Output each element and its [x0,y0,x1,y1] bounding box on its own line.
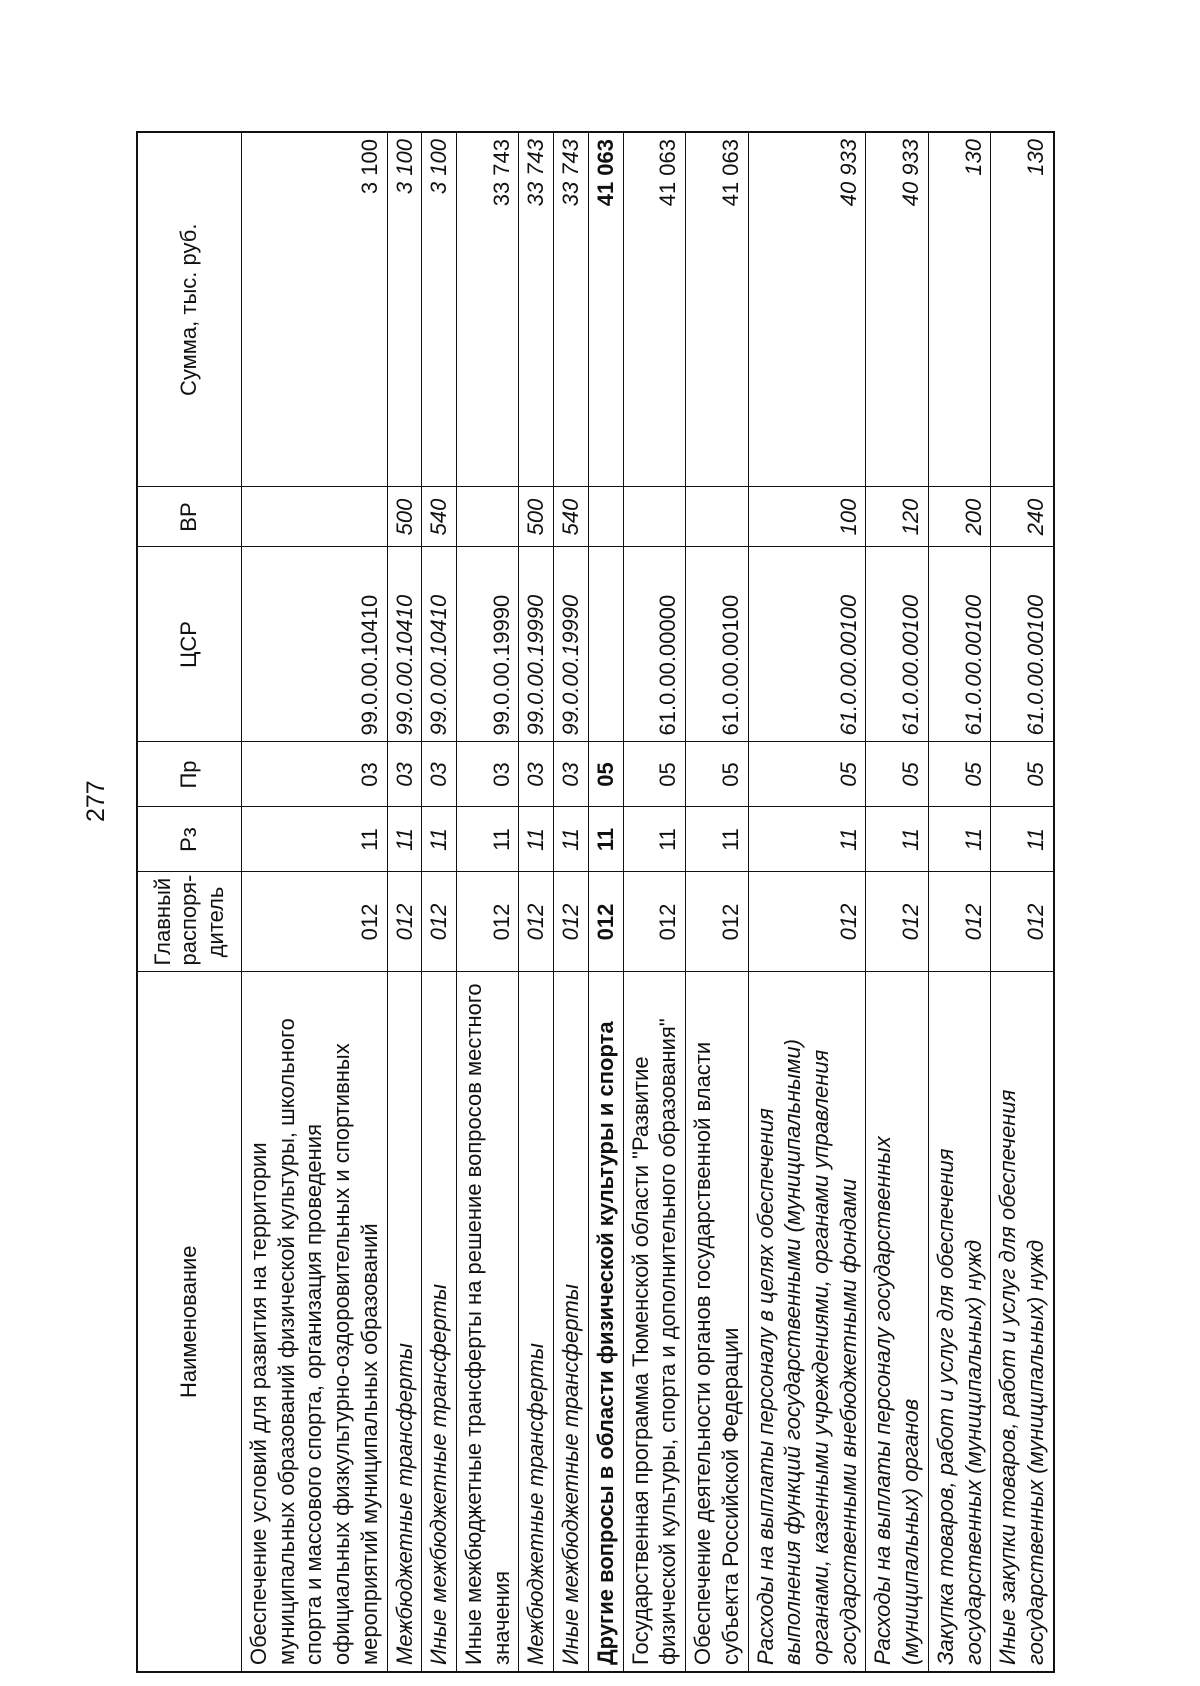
cell-rz: 11 [519,807,554,872]
cell-sum: 33 743 [519,132,554,487]
cell-pr: 05 [928,742,990,807]
table-row [866,132,928,1672]
cell-pr: 05 [991,742,1054,807]
cell-name: Межбюджетные трансферты [519,972,554,1672]
cell-rz: 11 [242,807,388,872]
table-header-row [137,132,242,1672]
budget-table [136,131,1055,1673]
cell-rz: 11 [866,807,928,872]
cell-vr: 500 [387,487,422,547]
cell-vr: 120 [866,487,928,547]
cell-name: Иные закупки товаров, работ и услуг для обеспечения государственных (муниципальных) нужд [991,972,1054,1672]
cell-pr: 05 [866,742,928,807]
header-csr: ЦСР [137,547,242,742]
cell-sum: 33 743 [554,132,589,487]
cell-gr: 012 [686,872,748,972]
cell-gr: 012 [623,872,685,972]
cell-name: Иные межбюджетные трансферты на решение вопросов местного значения [457,972,519,1672]
cell-sum: 41 063 [588,132,623,487]
cell-sum: 33 743 [457,132,519,487]
cell-vr: 500 [519,487,554,547]
page-number: 277 [82,780,110,822]
cell-rz: 11 [387,807,422,872]
cell-vr: 540 [422,487,457,547]
cell-rz: 11 [748,807,866,872]
cell-gr: 012 [991,872,1054,972]
cell-csr: 61.0.00.00100 [748,547,866,742]
cell-gr: 012 [457,872,519,972]
cell-sum: 3 100 [242,132,388,487]
cell-vr: 100 [748,487,866,547]
cell-csr: 61.0.00.00100 [686,547,748,742]
cell-csr: 99.0.00.10410 [387,547,422,742]
cell-sum: 41 063 [623,132,685,487]
header-vr: ВР [137,487,242,547]
table-row [387,132,422,1672]
cell-vr: 200 [928,487,990,547]
cell-rz: 11 [554,807,589,872]
cell-gr: 012 [866,872,928,972]
cell-name: Иные межбюджетные трансферты [422,972,457,1672]
cell-csr: 99.0.00.19990 [554,547,589,742]
cell-name: Обеспечение деятельности органов государственной власти субъекта Российской Федерации [686,972,748,1672]
cell-gr: 012 [242,872,388,972]
cell-vr [457,487,519,547]
cell-csr: 61.0.00.00000 [623,547,685,742]
table-row [686,132,748,1672]
table-row [519,132,554,1672]
cell-name: Закупка товаров, работ и услуг для обеспечения государственных (муниципальных) нужд [928,972,990,1672]
cell-pr: 03 [242,742,388,807]
cell-pr: 05 [686,742,748,807]
cell-vr [588,487,623,547]
rotated-page [136,133,1055,1673]
table-row [748,132,866,1672]
cell-rz: 11 [991,807,1054,872]
cell-vr [623,487,685,547]
table-row [457,132,519,1672]
cell-sum: 40 933 [748,132,866,487]
cell-name: Расходы на выплаты персоналу государственных (муниципальных) органов [866,972,928,1672]
cell-csr: 99.0.00.10410 [422,547,457,742]
cell-pr: 03 [387,742,422,807]
cell-gr: 012 [928,872,990,972]
cell-name: Расходы на выплаты персоналу в целях обеспечения выполнения функций государственными (муниципальными) органами, казенными учреждениями, органами управления государственными внебюджетными фондами [748,972,866,1672]
cell-gr: 012 [588,872,623,972]
cell-pr: 03 [519,742,554,807]
header-name: Наименование [137,972,242,1672]
cell-csr: 61.0.00.00100 [991,547,1054,742]
cell-vr [686,487,748,547]
cell-rz: 11 [588,807,623,872]
cell-sum: 3 100 [422,132,457,487]
table-row [991,132,1054,1672]
cell-pr: 03 [457,742,519,807]
cell-gr: 012 [748,872,866,972]
cell-pr: 05 [588,742,623,807]
cell-sum: 41 063 [686,132,748,487]
header-rz: Рз [137,807,242,872]
cell-rz: 11 [686,807,748,872]
cell-sum: 3 100 [387,132,422,487]
cell-name: Межбюджетные трансферты [387,972,422,1672]
cell-name: Другие вопросы в области физической культуры и спорта [588,972,623,1672]
header-pr: Пр [137,742,242,807]
cell-gr: 012 [387,872,422,972]
cell-pr: 03 [422,742,457,807]
table-row [928,132,990,1672]
table-row [588,132,623,1672]
cell-gr: 012 [554,872,589,972]
cell-csr: 99.0.00.10410 [242,547,388,742]
cell-name: Обеспечение условий для развития на территории муниципальных образований физической культуры, школьного спорта и массового спорта, организация проведения официальных физкультурно-оздоровительных и спортивных мероприятий муниципальных образований [242,972,388,1672]
cell-pr: 03 [554,742,589,807]
cell-vr: 240 [991,487,1054,547]
cell-rz: 11 [422,807,457,872]
table-row [422,132,457,1672]
table-row [554,132,589,1672]
cell-sum: 40 933 [866,132,928,487]
cell-pr: 05 [748,742,866,807]
cell-gr: 012 [519,872,554,972]
table-row [242,132,388,1672]
cell-vr [242,487,388,547]
header-sum: Сумма, тыс. руб. [137,132,242,487]
header-gr: Главный распоря-дитель [137,872,242,972]
cell-csr: 61.0.00.00100 [928,547,990,742]
cell-pr: 05 [623,742,685,807]
cell-vr: 540 [554,487,589,547]
cell-rz: 11 [457,807,519,872]
cell-csr: 99.0.00.19990 [519,547,554,742]
cell-name: Государственная программа Тюменской области "Развитие физической культуры, спорта и дополнительного образования" [623,972,685,1672]
cell-csr: 61.0.00.00100 [866,547,928,742]
cell-csr: 99.0.00.19990 [457,547,519,742]
cell-name: Иные межбюджетные трансферты [554,972,589,1672]
cell-rz: 11 [928,807,990,872]
table-body [242,132,1054,1672]
cell-gr: 012 [422,872,457,972]
cell-sum: 130 [928,132,990,487]
cell-rz: 11 [623,807,685,872]
cell-sum: 130 [991,132,1054,487]
table-row [623,132,685,1672]
cell-csr [588,547,623,742]
